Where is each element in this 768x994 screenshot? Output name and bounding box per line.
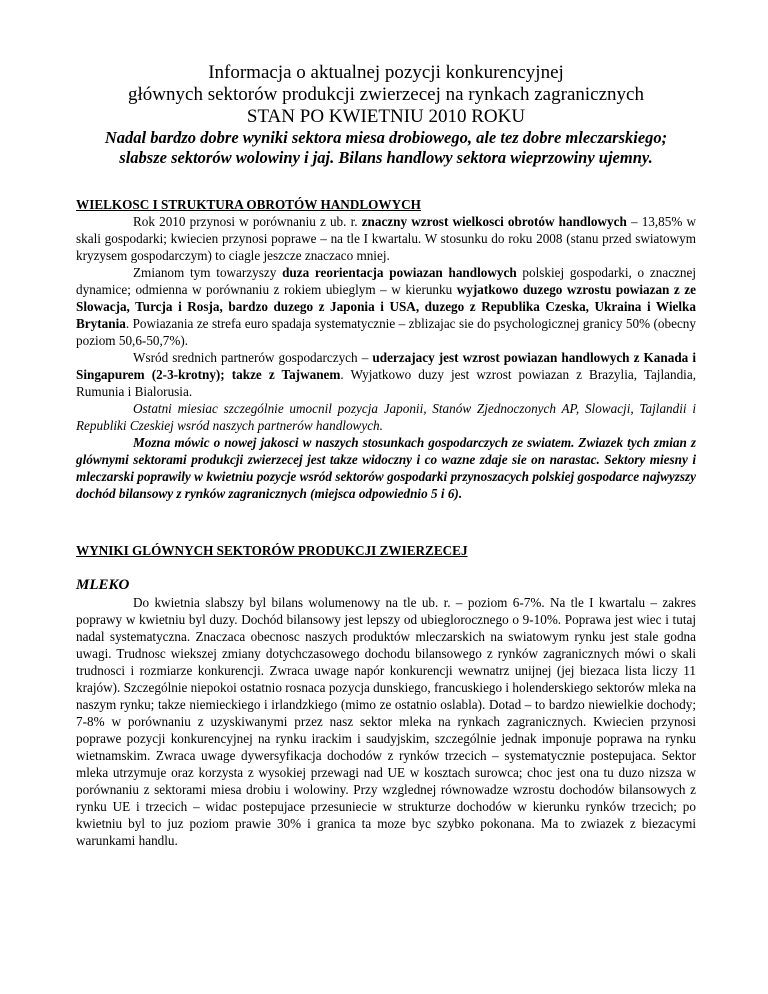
document-title-line-3: STAN PO KWIETNIU 2010 ROKU <box>246 106 526 127</box>
section-heading-trade-volume: WIELKOSC I STRUKTURA OBROTÓW HANDLOWYCH <box>76 197 421 212</box>
paragraph-text: . Powiazania ze strefa euro spadaja systematycznie – zblizajac sie do psychologicznej granicy 50% (obecny poziom 50,6-50,7%). <box>76 316 696 348</box>
paragraph-text: Zmianom tym towarzyszy <box>133 265 283 280</box>
paragraph-italic-text: Ostatni miesiac szczególnie umocnil pozycja Japonii, Stanów Zjednoczonych AP, Slowacji, Tajlandii i Republiki Czeskiej wsród naszych partnerów handlowych. <box>76 401 696 433</box>
paragraph-last-month <box>76 400 696 434</box>
document-title-line-2: głównych sektorów produkcji zwierzecej na rynkach zagranicznych <box>128 84 644 105</box>
paragraph-text: . Wyjatkowo duzy jest wzrost powiazan z Brazylia, Tajlandia, Rumunia i Bialorusia. <box>76 367 696 399</box>
paragraph-milk: Do kwietnia slabszy byl bilans wolumenowy na tle ub. r. – poziom 6-7%. Na tle I kwartalu – zakres poprawy w kwietniu byl duzy. Dochód bilansowy jest lepszy od ubieglorocznego o 9-10%. Poprawa jest wiec i tutaj nadal systematyczna. Znaczaca obecnosc naszych produktów mleczarskich na swiatowym rynku jest stale godna uwagi. Trudnosc wiekszej zmiany dotychczasowego dochodu bilansowego z rynków zagranicznych mówi o skali trudnosci i rozmiarze konkurencji. Zwraca uwage napór konkurencji wewnatrz unijnej (jej biezaca lista liczy 11 krajów). Szczególnie niepokoi ostatnio rosnaca pozycja dunskiego, francuskiego i holenderskiego sektorów mleka na naszym rynku; takze niemieckiego i irlandzkiego (mimo ze ostatnio oslabla). Dotad – to bardzo niewielkie dochody; 7-8% w porównaniu z uzyskiwanymi przez nasz sektor mleka na rynkach zagranicznych. Kwiecien przynosi poprawe pozycji konkurencyjnej na rynku irackim i saudyjskim, szczególnie jednak imponuje poprawa na rynku wietnamskim. Zwraca uwage dywersyfikacja dochodów z rynków trzecich – systematycznie postepujaca. Sektor mleka utrzymuje oraz korzysta z wysokiej przewagi nad UE w kosztach surowca; choc jest ona tu duzo nizsza w porównaniu z sektorami miesa drobiu i wolowiny. Przy wzglednej równowadze wzrostu dochodów bilansowych z rynku UE i trzecich – widac postepujace przesuniecie w strukturze dochodów w kierunku rynków trzecich; po kwietniu byl to juz poziom prawie 30% i granica ta moze byc szybko pokonana. Ma to zwiazek z biezacymi warunkami handlu. <box>76 595 696 848</box>
document-title-line-1: Informacja o aktualnej pozycji konkurencyjnej <box>208 62 564 83</box>
paragraph-bold-italic-text: Mozna mówic o nowej jakosci w naszych stosunkach gospodarczych ze swiatem. Zwiazek tych zmian z glównymi sektorami produkcji zwierzecej jest takze widoczny i co wazne zdaje sie on narastac. Sektory miesny i mleczarski poprawily w kwietniu pozycje wsród sektorów gospodarki przynoszacych polskiej gospodarce najwyzszy dochód bilansowy z rynków zagranicznych (miejsca odpowiednio 5 i 6). <box>76 435 696 501</box>
paragraph-text: Wsród srednich partnerów gospodarczych – <box>133 350 373 365</box>
paragraph-bold-text: znaczny wzrost wielkosci obrotów handlowych <box>361 214 627 229</box>
document-subtitle-line-2: slabsze sektorów wolowiny i jaj. Bilans handlowy sektora wieprzowiny ujemny. <box>119 148 653 167</box>
paragraph-new-quality <box>76 434 696 502</box>
paragraph-bold-text: uderzajacy jest wzrost powiazan handlowych z Kanada i Singapurem (2-3-krotny); takze z Tajwanem <box>76 350 696 382</box>
paragraph-reorientation <box>76 264 696 349</box>
document-page <box>76 62 696 849</box>
paragraph-trade-2010 <box>76 213 696 264</box>
paragraph-text: – 13,85% w skali gospodarki; kwiecien przynosi poprawe – na tle I kwartalu. W stosunku do roku 2008 (stanu przed swiatowym kryzysem gospodarczym) to ciagle jeszcze znaczaco mniej. <box>76 214 697 263</box>
document-subtitle-line-1: Nadal bardzo dobre wyniki sektora miesa drobiowego, ale tez dobre mleczarskiego; <box>104 128 668 147</box>
paragraph-bold-text: duza reorientacja powiazan handlowych <box>282 265 517 280</box>
sub-heading-milk: MLEKO <box>76 577 130 593</box>
paragraph-text: polskiej gospodarki, o znacznej dynamice; odmienna w porównaniu z rokiem ubieglym – w kierunku <box>76 265 697 297</box>
paragraph-medium-partners <box>76 349 696 400</box>
section-heading-sector-results: WYNIKI GLÓWNYCH SEKTORÓW PRODUKCJI ZWIERZECEJ <box>76 543 468 558</box>
paragraph-text: Rok 2010 przynosi w porównaniu z ub. r. <box>133 214 362 229</box>
paragraph-bold-text: wyjatkowo duzego wzrostu powiazan z ze Slowacja, Turcja i Rosja, bardzo duzego z Japonia i USA, duzego z Republika Czeska, Ukraina i Wielka Brytania <box>76 282 696 331</box>
